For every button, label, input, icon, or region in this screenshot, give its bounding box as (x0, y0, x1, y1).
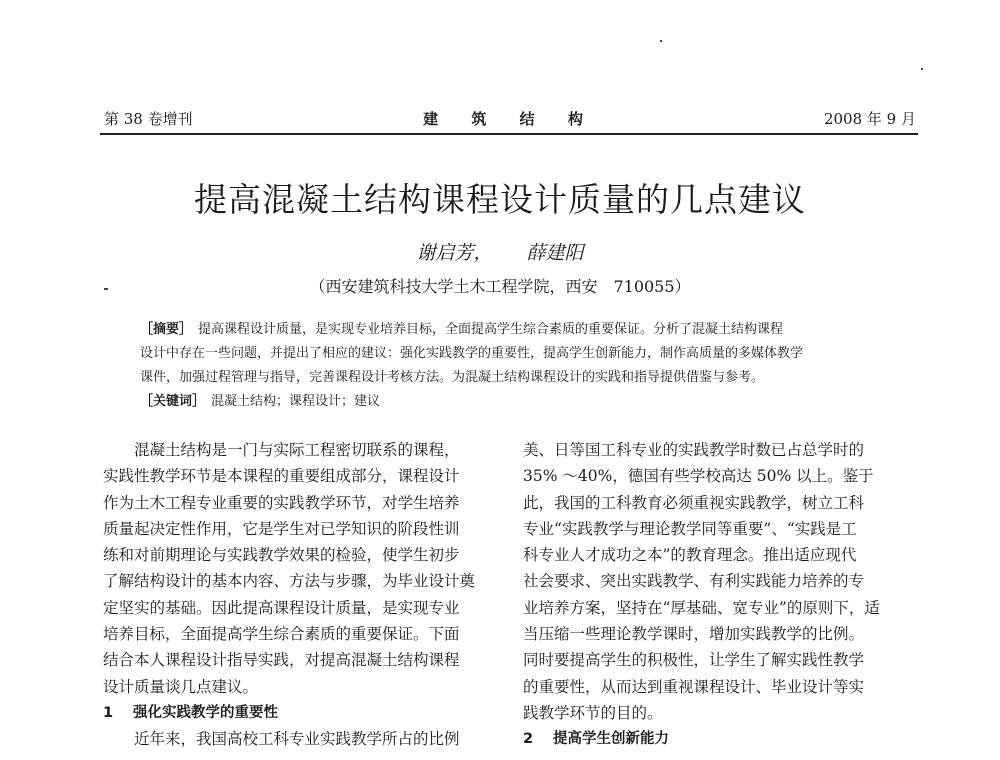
body-line: 质量起决定性作用，它是学生对已学知识的阶段性训 (103, 519, 460, 538)
body-line: 混凝土结构是一门与实际工程密切联系的课程， (134, 441, 460, 459)
body-line: 结合本人课程设计指导实践，对提高混凝土结构课程 (103, 651, 460, 670)
abstract-line-1: ［摘要］ 提高课程设计质量，是实现专业培养目标，全面提高学生综合素质的重要保证。分析了混凝土结构课程 (140, 322, 784, 337)
body-line: 当压缩一些理论教学课时，增加实践教学的比例。 (523, 625, 865, 644)
scan-speck (921, 68, 923, 70)
body-line: 练和对前期理论与实践教学效果的检验，使学生初步 (103, 546, 460, 565)
body-line: 社会要求、突出实践教学、有利实践能力培养的专 (523, 572, 865, 591)
authors (0, 240, 1000, 266)
abstract-line-3: 课件，加强过程管理与指导，完善课程设计考核方法。为混凝土结构课程设计的实践和指导提供借鉴与参考。 (140, 370, 765, 385)
body-line: 专业“实践教学与理论教学同等重要”、“实践是工 (523, 519, 857, 538)
body-line: 践教学环节的目的。 (523, 703, 663, 722)
running-header (104, 108, 916, 130)
section-number: 1 (103, 704, 114, 721)
keywords: 混凝土结构；课程设计；建议 (211, 394, 381, 409)
header-rule (100, 133, 918, 135)
section-heading-1 (103, 700, 498, 726)
body-line: 同时要提高学生的积极性，让学生了解实践性教学 (523, 651, 865, 670)
header-volume: 第 38 卷增刊 (104, 110, 193, 128)
abstract (140, 318, 910, 414)
body-line: 美、日等国工科专业的实践教学时数已占总学时的 (523, 441, 865, 459)
abstract-label: ［摘要］ (140, 322, 193, 337)
body-line: 业培养方案，坚持在“厚基础、宽专业”的原则下，适 (523, 598, 880, 617)
body-line: 作为土木工程专业重要的实践教学环节，对学生培养 (103, 493, 460, 512)
body-line: 35% ～40%，德国有些学校高达 50% 以上。鉴于 (523, 467, 874, 486)
author-2: 薛建阳 (526, 242, 584, 264)
body-line: 实践性教学环节是本课程的重要组成部分，课程设计 (103, 467, 460, 486)
keywords-line (140, 390, 910, 414)
header-journal: 建 筑 结 构 (423, 110, 597, 128)
right-column (523, 437, 918, 753)
section-number: 2 (523, 731, 534, 748)
section-title: 提高学生创新能力 (553, 731, 669, 748)
body-line: 了解结构设计的基本内容、方法与步骤，为毕业设计奠 (103, 572, 476, 591)
left-column (103, 437, 498, 753)
keywords-label: ［关键词］ (140, 394, 206, 409)
abstract-line-2: 设计中存在一些问题，并提出了相应的建议：强化实践教学的重要性，提高学生创新能力，制作高质量的多媒体教学 (140, 346, 804, 361)
section-title: 强化实践教学的重要性 (133, 704, 278, 721)
section-heading-2 (523, 726, 918, 752)
scan-speck (660, 40, 662, 42)
body-line: 定坚实的基础。因此提高课程设计质量，是实现专业 (103, 598, 460, 617)
header-date: 2008 年 9 月 (823, 110, 916, 128)
body-line: 近年来，我国高校工科专业实践教学所占的比例 (134, 730, 460, 749)
affiliation: （西安建筑科技大学土木工程学院，西安 710055） (309, 277, 691, 296)
scan-speck (104, 288, 108, 290)
paper-title: 提高混凝土结构课程设计质量的几点建议 (194, 180, 806, 219)
body-line: 设计质量谈几点建议。 (103, 677, 259, 696)
body-line: 科专业人才成功之本”的教育理念。推出适应现代 (523, 546, 857, 565)
author-1: 谢启芳， (416, 242, 493, 264)
body-line: 此，我国的工科教育必须重视实践教学，树立工科 (523, 493, 865, 512)
body-line: 培养目标，全面提高学生综合素质的重要保证。下面 (103, 625, 460, 644)
body-line: 的重要性，从而达到重视课程设计、毕业设计等实 (523, 677, 865, 696)
